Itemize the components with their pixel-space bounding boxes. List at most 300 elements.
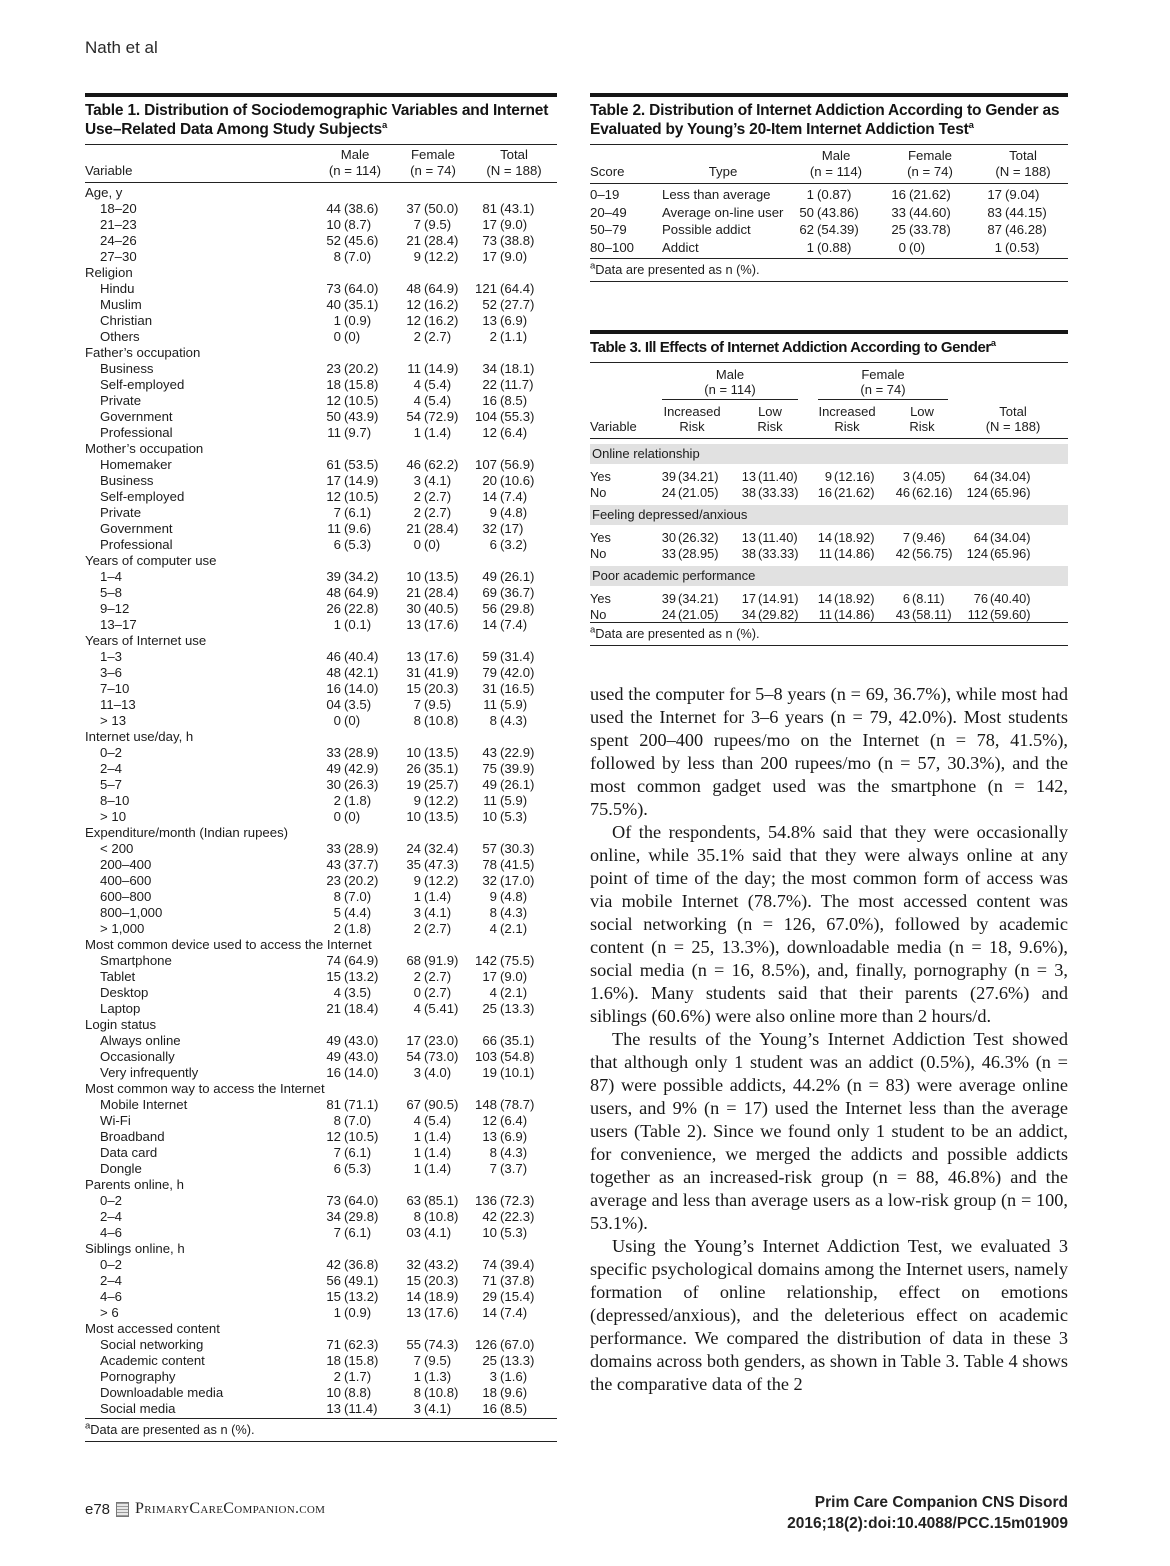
cell-percent: (30.3) <box>500 841 535 856</box>
score-label: 0–19 <box>590 187 620 202</box>
cell-percent: (40.40) <box>990 591 1031 606</box>
cell-percent: (64.0) <box>344 281 379 296</box>
cell-percent: (35.1) <box>424 761 459 776</box>
cell-percent: (18.9) <box>424 1289 459 1304</box>
table-cell <box>882 186 978 204</box>
cell-count: 67 <box>406 1097 421 1112</box>
section-label: Years of computer use <box>85 553 217 568</box>
cell-count: 9 <box>489 889 497 904</box>
cell-percent: (43.1) <box>500 201 535 216</box>
row-label: Private <box>100 393 142 408</box>
table-cell <box>471 569 557 585</box>
table1-data-row <box>85 1129 557 1145</box>
cell-count: 23 <box>326 361 341 376</box>
cell-percent: (4.1) <box>424 1225 452 1240</box>
table1-body <box>85 183 557 1418</box>
table1-data-row <box>85 665 557 681</box>
cell-percent: (4.8) <box>500 505 528 520</box>
cell-percent: (13.2) <box>344 1289 379 1304</box>
row-label: 200–400 <box>100 857 152 872</box>
cell-count: 8 <box>333 1113 341 1128</box>
cell-percent: (4.8) <box>500 889 528 904</box>
table-cell <box>652 530 732 546</box>
row-label: Occasionally <box>100 1049 175 1064</box>
cell-count: 66 <box>482 1033 497 1048</box>
cell-count: 49 <box>326 761 341 776</box>
table2 <box>590 93 1068 282</box>
cell-count: 11 <box>327 521 341 536</box>
table-cell <box>395 1369 471 1385</box>
table-cell <box>471 505 557 521</box>
cell-percent: (43.9) <box>344 409 379 424</box>
cell-count: 17 <box>326 473 341 488</box>
row-label: Academic content <box>100 1353 205 1368</box>
table1-section-row <box>85 1017 557 1033</box>
cell-percent: (9.5) <box>424 1353 452 1368</box>
cell-count: 79 <box>482 665 497 680</box>
cell-percent: (38.8) <box>500 233 535 248</box>
cell-count: 2 <box>413 329 421 344</box>
cell-percent: (65.96) <box>990 484 1031 500</box>
cell-percent: (22.8) <box>344 601 379 616</box>
cell-percent: (67.0) <box>500 1337 535 1352</box>
table3-data-row <box>590 546 1068 562</box>
cell-percent: (11.40) <box>758 469 798 484</box>
cell-count: 15 <box>406 1273 421 1288</box>
table2-total-header: Total (N = 188) <box>995 148 1051 179</box>
cell-percent: (40.5) <box>424 601 459 616</box>
cell-percent: (20.2) <box>344 361 379 376</box>
table-cell <box>886 591 958 607</box>
cell-count: 56 <box>482 601 497 616</box>
table-cell <box>395 1193 471 1209</box>
cell-percent: (56.75) <box>912 545 953 561</box>
cell-percent: (4.05) <box>912 469 946 484</box>
table-cell <box>958 469 1068 485</box>
cell-percent: (0) <box>344 809 361 824</box>
cell-count: 1 <box>413 1145 421 1160</box>
cell-percent: (2.7) <box>424 985 452 1000</box>
table-cell <box>395 873 471 889</box>
cell-count: 3 <box>489 1369 497 1384</box>
table-cell <box>790 239 882 257</box>
table1-section-row <box>85 729 557 745</box>
table-cell <box>395 793 471 809</box>
cell-count: 63 <box>406 1193 421 1208</box>
table-cell <box>315 713 395 729</box>
cell-count: 8 <box>413 713 421 728</box>
table-cell <box>395 1129 471 1145</box>
cell-percent: (6.9) <box>500 313 528 328</box>
cell-count: 83 <box>987 204 1002 220</box>
cell-percent: (5.41) <box>424 1001 459 1016</box>
table1-data-row <box>85 713 557 729</box>
table1-data-row <box>85 1097 557 1113</box>
table3-data-row <box>590 530 1068 546</box>
cell-percent: (72.3) <box>500 1193 535 1208</box>
cell-percent: (29.82) <box>758 606 799 622</box>
cell-count: 8 <box>333 249 341 264</box>
cell-count: 12 <box>406 313 421 328</box>
table1-section-row <box>85 1177 557 1193</box>
cell-percent: (34.21) <box>678 591 719 606</box>
cell-count: 39 <box>326 569 341 584</box>
table1-data-row <box>85 377 557 393</box>
cell-percent: (49.1) <box>344 1273 379 1288</box>
table1-data-row <box>85 201 557 217</box>
cell-count: 13 <box>406 1305 421 1320</box>
cell-count: 0 <box>333 713 341 728</box>
score-label: 80–100 <box>590 239 635 255</box>
cell-count: 81 <box>326 1097 341 1112</box>
table-cell <box>471 473 557 489</box>
table-cell <box>471 681 557 697</box>
cell-count: 73 <box>482 233 497 248</box>
cell-percent: (1.6) <box>500 1369 528 1384</box>
cell-percent: (62.3) <box>344 1337 379 1352</box>
cell-percent: (44.60) <box>909 204 951 220</box>
cell-count: 0 <box>898 239 906 255</box>
table-cell <box>471 1129 557 1145</box>
cell-count: 16 <box>817 484 832 500</box>
cell-count: 1 <box>413 1129 421 1144</box>
table-cell <box>315 905 395 921</box>
row-label: Social media <box>100 1401 176 1416</box>
cell-percent: (6.1) <box>344 1145 372 1160</box>
table-cell <box>471 985 557 1001</box>
cell-count: 3 <box>413 473 421 488</box>
cell-count: 0 <box>413 985 421 1000</box>
cell-count: 1 <box>333 617 341 632</box>
cell-percent: (53.5) <box>344 457 379 472</box>
row-label: 3–6 <box>100 665 123 680</box>
cell-count: 15 <box>406 681 421 696</box>
cell-count: 43 <box>895 606 910 622</box>
table-cell <box>395 281 471 297</box>
table1-data-row <box>85 857 557 873</box>
table1-data-row <box>85 281 557 297</box>
table-cell <box>395 1049 471 1065</box>
paragraph: used the computer for 5–8 years (n = 69, 36.7%), while most had used the Internet for 3–6 years (n = 79, 42.0%). Most students spent 200–400 rupees/mo on the Internet (n = 78, 41.5%), followed by less than 200 rupees/mo (n = 57, 30.3%), and the most common gadget used was the smartphone (n = 142, 75.5%). <box>590 684 1068 819</box>
journal-website: PrimaryCareCompanion.com <box>135 1500 326 1517</box>
cell-count: 6 <box>902 591 910 606</box>
cell-count: 12 <box>326 1129 341 1144</box>
table1-data-row <box>85 1209 557 1225</box>
section-label: Siblings online, h <box>85 1241 185 1256</box>
table-cell <box>395 393 471 409</box>
table-cell <box>471 713 557 729</box>
cell-count: 1 <box>994 239 1002 255</box>
row-label: No <box>590 606 607 622</box>
cell-percent: (16.2) <box>424 297 459 312</box>
table-cell <box>395 233 471 249</box>
cell-count: 73 <box>326 1193 341 1208</box>
cell-percent: (2.7) <box>424 969 452 984</box>
rule <box>590 645 1068 646</box>
table-cell <box>315 281 395 297</box>
table1 <box>85 93 557 1442</box>
cell-count: 1 <box>333 1305 341 1320</box>
cell-percent: (13.3) <box>500 1001 535 1016</box>
cell-count: 40 <box>326 297 341 312</box>
cell-percent: (23.0) <box>424 1033 459 1048</box>
table1-section-row <box>85 185 557 201</box>
table1-data-row <box>85 233 557 249</box>
cell-percent: (18.92) <box>834 591 875 606</box>
cell-count: 48 <box>406 281 421 296</box>
table-cell <box>395 457 471 473</box>
cell-percent: (29.8) <box>500 601 535 616</box>
table-cell <box>886 546 958 562</box>
row-label: Business <box>100 361 154 376</box>
table-cell <box>315 457 395 473</box>
cell-count: 24 <box>661 484 676 500</box>
table-cell <box>315 377 395 393</box>
cell-count: 7 <box>413 1353 421 1368</box>
row-label: < 200 <box>100 841 134 856</box>
table-cell <box>315 1129 395 1145</box>
paragraph: The results of the Young’s Internet Addiction Test showed that although only 1 student was an addict (0.5%), 46.3% (n = 87) were possible addicts, 44.2% (n = 83) were average online users, and 9% (n = 17) used the Internet less than the average users (Table 2). Since we found only 1 student to be an addict, for convenience, we merged the addicts and possible addicts together as an increased-risk group (n = 88, 46.8%) and the average and less than average users as a low-risk group (n = 100, 53.1%). <box>590 1029 1068 1233</box>
cell-count: 17 <box>406 1033 421 1048</box>
table-cell <box>315 985 395 1001</box>
score-label: 50–79 <box>590 222 627 237</box>
table-cell <box>395 1065 471 1081</box>
cell-percent: (26.32) <box>678 530 719 545</box>
cell-count: 13 <box>406 649 421 664</box>
cell-percent: (21.62) <box>909 187 951 202</box>
row-label: Downloadable media <box>100 1385 224 1400</box>
table2-female-header: Female (n = 74) <box>907 148 953 179</box>
table1-data-row <box>85 585 557 601</box>
section-label: Expenditure/month (Indian rupees) <box>85 825 289 840</box>
cell-count: 48 <box>326 665 341 680</box>
table-cell <box>315 505 395 521</box>
cell-percent: (75.5) <box>500 953 535 968</box>
table-cell <box>471 889 557 905</box>
table3-footnote: $^a$Data are presented as n (%). <box>590 624 760 641</box>
cell-percent: (0) <box>909 239 926 255</box>
cell-percent: (39.4) <box>500 1257 535 1272</box>
cell-percent: (15.8) <box>344 377 379 392</box>
cell-count: 16 <box>326 1065 341 1080</box>
cell-count: 76 <box>973 591 988 606</box>
cell-percent: (1.8) <box>344 793 372 808</box>
table-cell <box>315 617 395 633</box>
table3-subheader-female-increased: Increased Risk <box>818 404 876 434</box>
table-cell <box>315 761 395 777</box>
table1-title-footnote-marker: a <box>381 119 388 131</box>
row-label: Yes <box>590 591 611 606</box>
cell-percent: (56.9) <box>500 457 535 472</box>
cell-percent: (2.7) <box>424 505 452 520</box>
table3-subheader-female-low: Low Risk <box>909 404 935 434</box>
cell-count: 8 <box>489 905 497 920</box>
table1-data-row <box>85 921 557 937</box>
cell-count: 2 <box>413 969 421 984</box>
table1-title-text: Table 1. Distribution of Sociodemographic Variables and Internet Use–Related Data Among Study Subjects <box>85 102 549 138</box>
cell-percent: (9.7) <box>344 425 372 440</box>
cell-percent: (13.5) <box>424 809 459 824</box>
cell-count: 25 <box>482 1353 497 1368</box>
cell-count: 18 <box>326 1353 341 1368</box>
row-label: 8–10 <box>100 793 130 808</box>
cell-count: 13 <box>482 313 497 328</box>
row-label: 13–17 <box>100 617 137 632</box>
row-label: Tablet <box>100 969 136 984</box>
cell-percent: (14.86) <box>834 545 875 561</box>
table-cell <box>395 649 471 665</box>
table2-data-row <box>590 239 1068 257</box>
table2-male-header: Male (n = 114) <box>809 148 863 179</box>
table3-data-row <box>590 485 1068 501</box>
cell-count: 75 <box>482 761 497 776</box>
table3-section-band: Online relationship <box>590 444 1068 464</box>
table1-data-row <box>85 1193 557 1209</box>
table-cell <box>315 217 395 233</box>
table-cell <box>652 591 732 607</box>
table3-title <box>590 334 1068 362</box>
cell-percent: (91.9) <box>424 953 459 968</box>
table1-data-row <box>85 1273 557 1289</box>
cell-percent: (28.4) <box>424 521 459 536</box>
cell-count: 49 <box>482 569 497 584</box>
table1-title <box>85 97 557 144</box>
table2-column-headers <box>590 145 1068 183</box>
table-cell <box>395 1273 471 1289</box>
table1-data-row <box>85 697 557 713</box>
cell-percent: (37.8) <box>500 1273 535 1288</box>
table-cell <box>315 1113 395 1129</box>
table-cell <box>315 1401 395 1417</box>
cell-percent: (10.5) <box>344 1129 379 1144</box>
cell-percent: (64.9) <box>424 281 459 296</box>
cell-count: 9 <box>489 505 497 520</box>
table-cell <box>958 546 1068 562</box>
row-label: > 10 <box>100 809 127 824</box>
cell-percent: (2.7) <box>424 921 452 936</box>
table-cell <box>315 1337 395 1353</box>
cell-count: 148 <box>474 1097 497 1112</box>
table-cell <box>652 607 732 623</box>
cell-count: 42 <box>326 1257 341 1272</box>
cell-percent: (64.4) <box>500 281 535 296</box>
table-cell <box>471 665 557 681</box>
cell-percent: (9.04) <box>1005 187 1040 202</box>
table1-data-row <box>85 1369 557 1385</box>
row-label: 0–2 <box>100 745 123 760</box>
cell-percent: (9.6) <box>344 521 372 536</box>
table-cell <box>315 313 395 329</box>
table1-data-row <box>85 1113 557 1129</box>
table-cell <box>315 425 395 441</box>
cell-percent: (44.15) <box>1005 204 1047 220</box>
cell-percent: (8.7) <box>344 217 372 232</box>
row-label: Desktop <box>100 985 149 1000</box>
table1-data-row <box>85 313 557 329</box>
section-label: Most common way to access the Internet <box>85 1081 325 1096</box>
cell-percent: (13.5) <box>424 745 459 760</box>
row-label: 600–800 <box>100 889 152 904</box>
table-cell <box>471 1033 557 1049</box>
cell-percent: (6.1) <box>344 505 372 520</box>
table-cell <box>395 217 471 233</box>
cell-count: 74 <box>326 953 341 968</box>
table-cell <box>315 873 395 889</box>
table1-section-row <box>85 937 557 953</box>
cell-percent: (29.8) <box>344 1209 379 1224</box>
table-cell <box>315 1289 395 1305</box>
table-cell <box>732 607 808 623</box>
cell-count: 1 <box>333 313 341 328</box>
table-cell <box>471 1305 557 1321</box>
cell-count: 21 <box>406 585 421 600</box>
cell-percent: (28.9) <box>344 745 379 760</box>
table1-section-row <box>85 553 557 569</box>
cell-count: 12 <box>406 297 421 312</box>
cell-percent: (2.1) <box>500 921 528 936</box>
table-cell <box>315 1273 395 1289</box>
table-cell <box>315 473 395 489</box>
table-cell <box>732 546 808 562</box>
table-cell <box>395 409 471 425</box>
cell-percent: (10.8) <box>424 1385 459 1400</box>
table-cell <box>315 649 395 665</box>
cell-count: 37 <box>406 201 421 216</box>
cell-count: 10 <box>326 1385 341 1400</box>
table-cell <box>471 297 557 313</box>
table-cell <box>471 921 557 937</box>
cell-count: 10 <box>406 809 421 824</box>
cell-count: 11 <box>327 425 341 440</box>
cell-count: 29 <box>482 1289 497 1304</box>
table-cell <box>471 649 557 665</box>
table-cell <box>471 1225 557 1241</box>
cell-percent: (9.0) <box>500 969 528 984</box>
table-cell <box>395 1225 471 1241</box>
row-label: 5–8 <box>100 585 123 600</box>
cell-count: 8 <box>489 713 497 728</box>
cell-percent: (14.9) <box>344 473 379 488</box>
cell-count: 10 <box>406 745 421 760</box>
cell-percent: (41.5) <box>500 857 535 872</box>
cell-percent: (22.3) <box>500 1209 535 1224</box>
cell-percent: (9.46) <box>912 530 946 545</box>
cell-percent: (17) <box>500 521 524 536</box>
table-cell <box>315 521 395 537</box>
table-cell <box>882 239 978 257</box>
cell-percent: (4.3) <box>500 713 528 728</box>
cell-count: 2 <box>413 489 421 504</box>
footer-left <box>85 1500 325 1518</box>
table1-data-row <box>85 393 557 409</box>
cell-percent: (43.0) <box>344 1033 379 1048</box>
table-cell <box>395 425 471 441</box>
cell-count: 7 <box>489 1161 497 1176</box>
row-label: Laptop <box>100 1001 141 1016</box>
table-cell <box>395 1337 471 1353</box>
table1-data-row <box>85 1225 557 1241</box>
cell-percent: (58.11) <box>912 606 952 622</box>
table-cell <box>395 1289 471 1305</box>
table-cell <box>958 591 1068 607</box>
cell-count: 9 <box>824 469 832 484</box>
table-cell <box>395 985 471 1001</box>
table3-title-footnote-marker: a <box>990 338 996 349</box>
cell-count: 25 <box>482 1001 497 1016</box>
table-cell <box>395 601 471 617</box>
cell-count: 2 <box>333 793 341 808</box>
cell-percent: (54.39) <box>817 222 859 237</box>
